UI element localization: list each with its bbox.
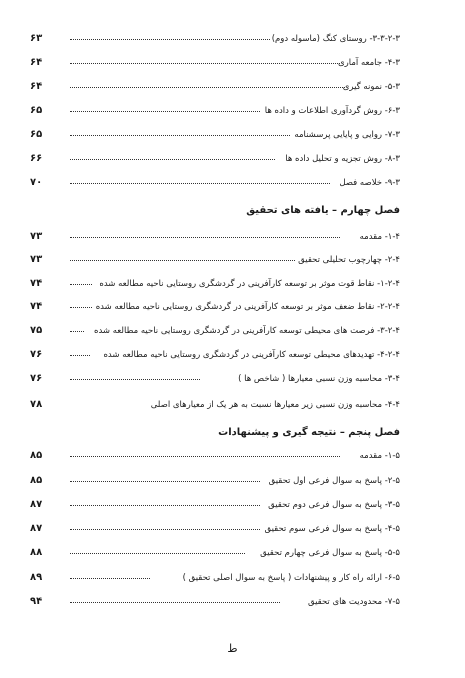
toc-entry-label: ۷-۳- روایی و پایایی پرسشنامه [294, 130, 400, 140]
toc-entry[interactable] [30, 151, 400, 167]
toc-page-number: ۶۶ [30, 153, 43, 164]
toc-page-number: ۷۳ [30, 231, 43, 242]
toc-page-number: ۷۶ [30, 349, 43, 360]
toc-entry-label: ۱-۲-۴- نقاط قوت موثر بر توسعه کارآفرینی در گردشگری روستایی ناحیه مطالعه شده [99, 279, 400, 289]
toc-entry[interactable] [30, 371, 400, 387]
toc-entry[interactable] [30, 473, 400, 489]
toc-page-number: ۶۵ [30, 105, 43, 116]
dot-leader [70, 379, 200, 380]
dot-leader [70, 284, 92, 285]
toc-page-number: ۷۸ [30, 399, 43, 410]
toc-page-number: ۷۰ [30, 177, 43, 188]
toc-entry-label: ۳-۵- پاسخ به سوال فرعی دوم تحقیق [268, 500, 400, 510]
toc-entry-label: ۴-۵- پاسخ به سوال فرعی سوم تحقیق [264, 524, 400, 534]
toc-entry[interactable] [30, 521, 400, 537]
toc-entry-label: ۶-۵- ارائه راه کار و پیشنهادات ( پاسخ به سوال اصلی تحقیق ) [182, 573, 400, 583]
toc-entry-label: ۲-۴- چهارچوب تحلیلی تحقیق [298, 255, 400, 265]
toc-page-number: ۷۳ [30, 254, 43, 265]
toc-entry-label: ۴-۴- محاسبه وزن نسبی زیر معیارها نسبت به هر یک از معیارهای اصلی [150, 400, 400, 410]
dot-leader [70, 481, 260, 482]
toc-entry[interactable] [30, 229, 400, 245]
dot-leader [70, 578, 150, 579]
toc-entry-label: ۴-۳- جامعه آماری [338, 58, 400, 68]
toc-page-number: ۸۵ [30, 450, 43, 461]
dot-leader [70, 237, 340, 238]
dot-leader [70, 529, 260, 530]
toc-page-number: ۷۵ [30, 325, 43, 336]
toc-entry[interactable] [30, 347, 400, 363]
toc-page-number: ۸۷ [30, 499, 43, 510]
toc-page-number: ۸۷ [30, 523, 43, 534]
toc-entry[interactable] [30, 448, 400, 464]
toc-entry-label: ۳-۲-۴- فرصت های محیطی توسعه کارآفرینی در گردشگری روستایی ناحیه مطالعه شده [94, 326, 400, 336]
toc-entry[interactable] [30, 299, 400, 315]
dot-leader [70, 260, 295, 261]
toc-entry[interactable] [30, 127, 400, 143]
toc-page-number: ۸۸ [30, 547, 43, 558]
dot-leader [70, 63, 340, 64]
chapter-heading: فصل پنجم – نتیجه گیری و پیشنهادات [218, 427, 400, 438]
dot-leader [70, 307, 92, 308]
toc-page-number: ۸۵ [30, 475, 43, 486]
toc-page-number: ۸۹ [30, 572, 43, 583]
toc-entry-label: ۲-۲-۴- نقاط ضعف موثر بر توسعه کارآفرینی در گردشگری روستایی ناحیه مطالعه شده [95, 302, 400, 312]
toc-entry[interactable] [30, 55, 400, 71]
dot-leader [70, 553, 245, 554]
dot-leader [70, 456, 340, 457]
dot-leader [70, 355, 90, 356]
toc-page-number: ۶۴ [30, 81, 43, 92]
toc-entry-label: ۲-۵- پاسخ به سوال فرعی اول تحقیق [268, 476, 400, 486]
toc-entry[interactable] [30, 175, 400, 191]
dot-leader [70, 159, 275, 160]
dot-leader [70, 111, 260, 112]
toc-entry[interactable] [30, 594, 400, 610]
toc-entry[interactable] [30, 545, 400, 561]
toc-entry-label: ۹-۳- خلاصه فصل [339, 178, 400, 188]
toc-entry-label: ۷-۵- محدودیت های تحقیق [307, 597, 400, 607]
toc-entry-label: ۱-۴- مقدمه [359, 232, 400, 242]
toc-page-number: ۶۵ [30, 129, 43, 140]
toc-entry[interactable] [30, 276, 400, 292]
toc-entry[interactable] [30, 570, 400, 586]
dot-leader [70, 602, 280, 603]
toc-entry-label: ۸-۳- روش تجزیه و تحلیل داده ها [285, 154, 400, 164]
dot-leader [70, 331, 84, 332]
toc-page-number: ۶۳ [30, 33, 43, 44]
toc-entry-label: ۴-۲-۴- تهدیدهای محیطی توسعه کارآفرینی در گردشگری روستایی ناحیه مطالعه شده [103, 350, 400, 360]
toc-entry-label: ۱-۵- مقدمه [359, 451, 400, 461]
toc-page-number: ۹۴ [30, 596, 43, 607]
chapter-heading: فصل چهارم – یافته های تحقیق [246, 205, 400, 216]
toc-entry[interactable] [30, 397, 400, 413]
toc-page-number: ۷۶ [30, 373, 43, 384]
toc-page-number: ۶۴ [30, 57, 43, 68]
toc-entry[interactable] [30, 252, 400, 268]
toc-page-number: ۷۴ [30, 278, 43, 289]
toc-entry[interactable] [30, 31, 400, 47]
page-footer-number: ط [227, 642, 238, 655]
dot-leader [70, 505, 260, 506]
toc-entry-label: ۵-۳- نمونه گیری [342, 82, 400, 92]
toc-entry-label: ۵-۵- پاسخ به سوال فرعی چهارم تحقیق [260, 548, 400, 558]
toc-entry[interactable] [30, 497, 400, 513]
toc-entry-label: ۶-۳- روش گردآوری اطلاعات و داده ها [264, 106, 400, 116]
toc-entry-label: ۳-۳-۲-۳- روستای کنگ (ماسوله دوم) [271, 34, 400, 44]
toc-entry[interactable] [30, 323, 400, 339]
toc-entry-label: ۳-۴- محاسبه وزن نسبی معیارها ( شاخص ها ) [238, 374, 400, 384]
toc-entry[interactable] [30, 79, 400, 95]
dot-leader [70, 183, 330, 184]
toc-entry[interactable] [30, 103, 400, 119]
dot-leader [70, 135, 290, 136]
dot-leader [70, 87, 345, 88]
toc-page-number: ۷۴ [30, 301, 43, 312]
dot-leader [70, 39, 270, 40]
